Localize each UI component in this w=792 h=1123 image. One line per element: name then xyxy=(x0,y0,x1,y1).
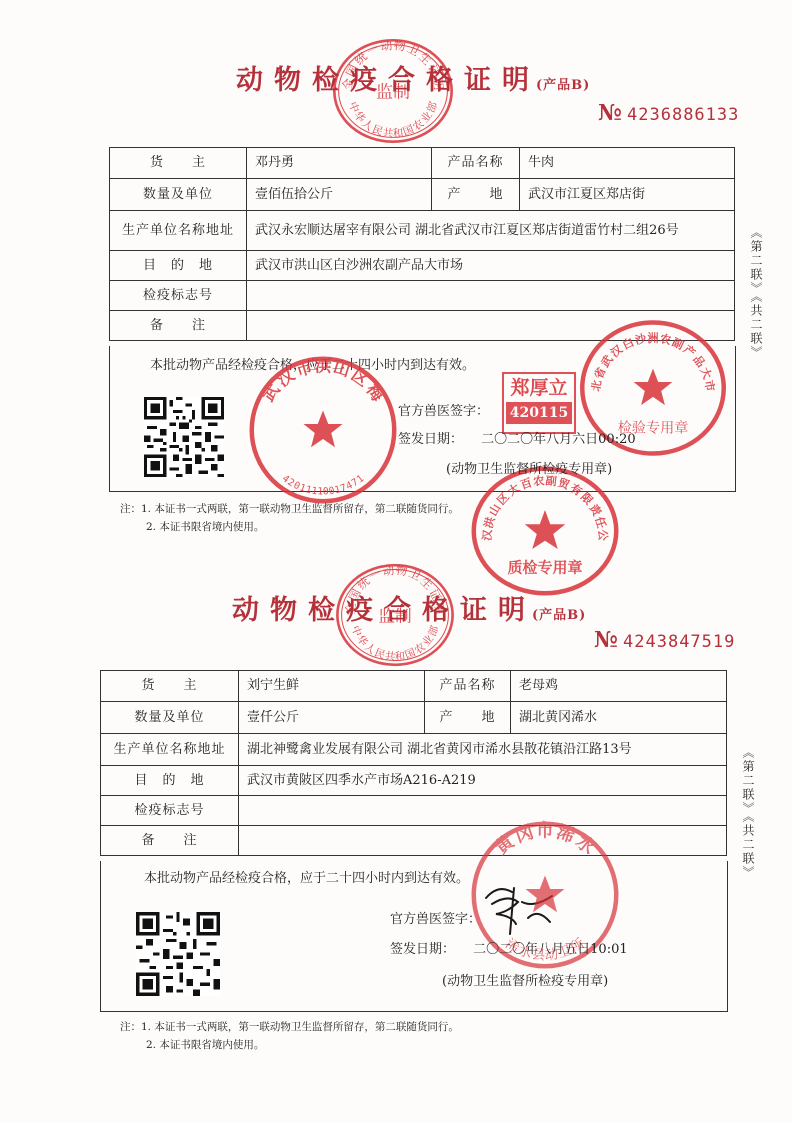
footnotes-2 xyxy=(120,1018,459,1054)
title-text-2: 动物检疫合格证明 xyxy=(232,595,536,626)
owner-label-2: 货 主 xyxy=(101,671,239,702)
inspection-mark-label: 检疫标志号 xyxy=(110,281,247,311)
remarks-label-2: 备 注 xyxy=(101,826,239,856)
origin-value-2: 湖北黄冈浠水 xyxy=(511,702,727,734)
vet-name-stamp-name: 郑厚立 xyxy=(510,377,568,399)
footnote-2: 2. 本证书限省境内使用。 xyxy=(146,521,265,533)
title-subtitle-2: (产品B) xyxy=(532,608,587,623)
quantity-label-2: 数量及单位 xyxy=(101,702,239,734)
producer-label: 生产单位名称地址 xyxy=(110,211,247,251)
certificate-number-2 xyxy=(594,627,735,653)
vet-sign-label: 官方兽医签字： xyxy=(398,404,490,419)
title-text: 动物检疫合格证明 xyxy=(236,65,540,96)
product-name-label-2: 产品名称 xyxy=(425,671,511,702)
remarks-label: 备 注 xyxy=(110,311,247,341)
issue-date-value-2: 二〇二〇年八月五日10:01 xyxy=(473,942,628,957)
owner-value-2: 刘宁生鲜 xyxy=(239,671,425,702)
footnote-2-1: 注：1. 本证书一式两联，第一联动物卫生监督所留存，第二联随货同行。 xyxy=(120,1021,459,1033)
issue-date-label-2: 签发日期： xyxy=(390,942,456,957)
validity-statement: 本批动物产品经检疫合格，应于二十四小时内到达有效。 xyxy=(150,358,476,373)
number-mark: № xyxy=(598,100,622,126)
vet-signature-row-2 xyxy=(390,908,481,927)
copy-indicator-2: 《第二联》《共二联》 xyxy=(741,746,755,880)
vet-name-stamp-id: 420115 xyxy=(506,402,572,424)
destination-label: 目 的 地 xyxy=(110,251,247,281)
origin-label-2: 产 地 xyxy=(425,702,511,734)
issue-date-row-2 xyxy=(390,938,628,957)
certificate-table-2 xyxy=(100,670,727,856)
title-subtitle: (产品B) xyxy=(536,78,591,93)
issue-date-value: 二〇二〇年八月六日00:20 xyxy=(481,432,636,447)
issue-date-label: 签发日期： xyxy=(398,432,464,447)
product-name-value-2: 老母鸡 xyxy=(511,671,727,702)
footnote-2-2: 2. 本证书限省境内使用。 xyxy=(146,1039,265,1051)
number-value: 4236886133 xyxy=(627,105,740,125)
chapter-note-2: (动物卫生监督所检疫专用章) xyxy=(442,974,609,989)
svg-text:黄冈市浠水 xyxy=(491,820,599,859)
copy-indicator: 《第二联》《共二联》 xyxy=(749,226,763,360)
quantity-label: 数量及单位 xyxy=(110,179,247,211)
qr-code-2 xyxy=(136,912,220,996)
destination-value: 武汉市洪山区白沙洲农副产品大市场 xyxy=(247,251,735,281)
destination-label-2: 目 的 地 xyxy=(101,766,239,796)
footnote-1: 注：1. 本证书一式两联，第一联动物卫生监督所留存，第二联随货同行。 xyxy=(120,503,459,515)
producer-label-2: 生产单位名称地址 xyxy=(101,734,239,766)
number-value-2: 4243847519 xyxy=(623,632,736,652)
validity-statement-2: 本批动物产品经检疫合格，应于二十四小时内到达有效。 xyxy=(144,871,470,886)
producer-value: 武汉永宏顺达屠宰有限公司 湖北省武汉市江夏区郑店街道雷竹村二组26号 xyxy=(247,211,735,251)
owner-value: 邓丹勇 xyxy=(247,148,432,179)
product-name-label: 产品名称 xyxy=(432,148,520,179)
destination-value-2: 武汉市黄陂区四季水产市场A216-A219 xyxy=(239,766,727,796)
quantity-value: 壹佰伍拾公斤 xyxy=(247,179,432,211)
origin-value: 武汉市江夏区郑店街 xyxy=(520,179,735,211)
certificate-title-2 xyxy=(232,588,586,627)
producer-value-2: 湖北神鹭禽业发展有限公司 湖北省黄冈市浠水县散花镇沿江路13号 xyxy=(239,734,727,766)
owner-label: 货 主 xyxy=(110,148,247,179)
origin-label: 产 地 xyxy=(432,179,520,211)
product-name-value: 牛肉 xyxy=(520,148,735,179)
chapter-note: (动物卫生监督所检疫专用章) xyxy=(446,462,613,477)
vet-sign-label-2: 官方兽医签字： xyxy=(390,912,482,927)
number-mark-2: № xyxy=(594,627,618,653)
quantity-value-2: 壹仟公斤 xyxy=(239,702,425,734)
county-seal-top-text xyxy=(491,820,599,859)
inspection-mark-label-2: 检疫标志号 xyxy=(101,796,239,826)
